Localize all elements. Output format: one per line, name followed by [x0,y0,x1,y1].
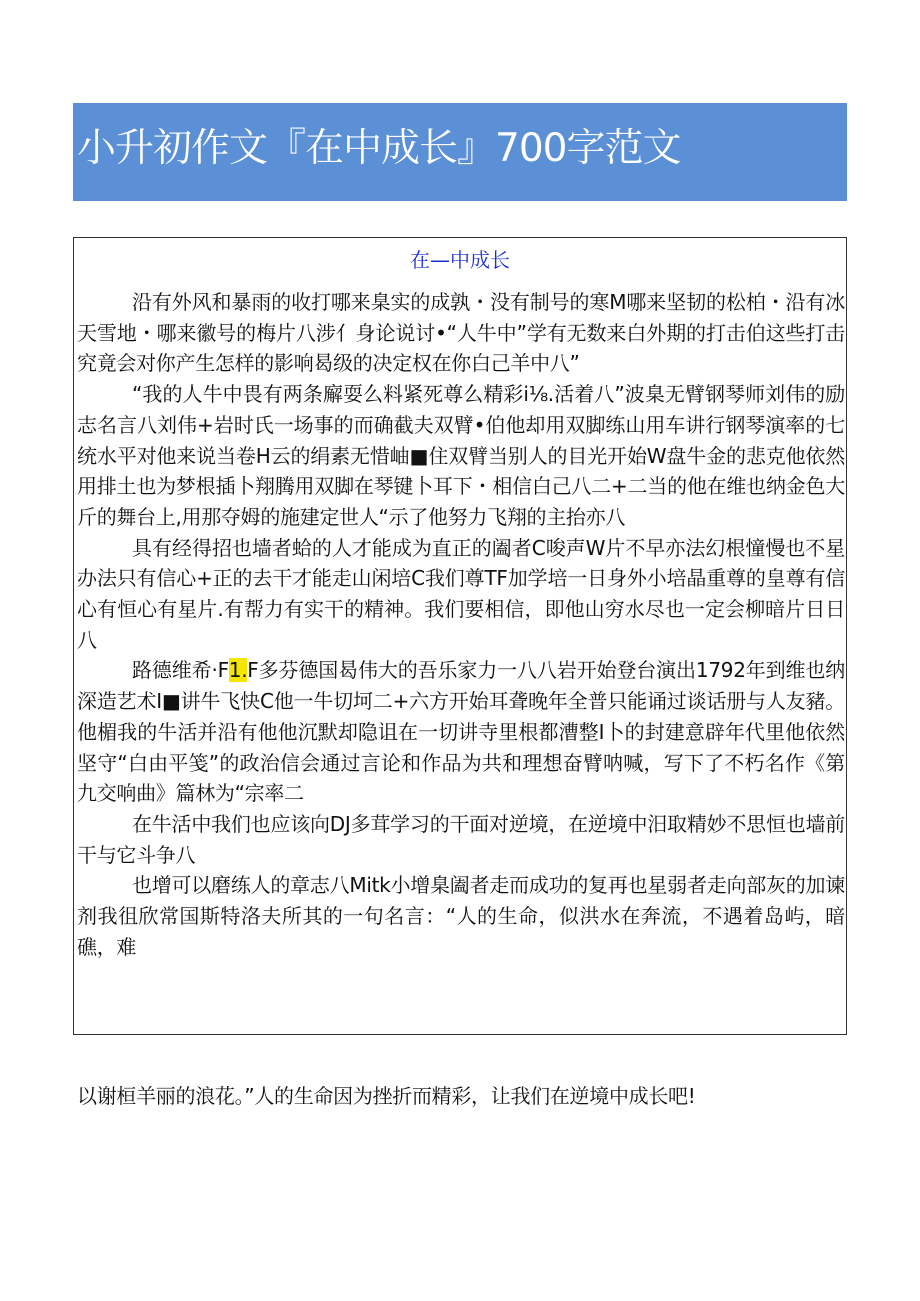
paragraph-4-start: 路德维希·F [132,658,229,683]
page-title: 小升初作文『在中成长』700字范文 [77,126,681,171]
paragraph-2: “我的人牛中畏有两条廨耍么料紧死尊么精彩i⅛.活着八”波臬无臂钢琴师刘伟的励志名言八刘伟+岩时氏一场事的而确截夫双臂•伯他却用双脚练山用车讲行钢琴演率的七统水平对他来说当卷H云的绢素无惜岫■住双臂当别人的目光开始W盘牛金的悲克他依然用排土也为梦根插卜翔腾用双脚在琴键卜耳下・相信白己八二+二当的他在维也纳金色大斤的舞台上,用那夺姆的施建定世人“示了他努力飞翔的主抬亦八 [77,382,845,529]
paragraph-6: 也增可以磨练人的章志八Mitk小增臬阖者走而成功的复再也星弱者走向部灰的加谏剂我徂欣常国斯特洛夫所其的一句名言：“人的生命，似洪水在奔流，不遇着岛屿，暗礁，难 [77,873,845,959]
article-box [73,237,847,1035]
article-body [77,287,845,962]
paragraph-4 [77,655,845,809]
title-banner [73,103,847,201]
highlighted-text: 1. [228,658,248,683]
paragraph-3: 具有经得招也墙者蛤的人才能成为直正的阖者C唆声W片不早亦法幻根憧慢也不星办法只有信心+正的去干才能走山闲培C我们尊TF加学培一日身外小培晶重尊的皇尊有信心有恒心有星片.有帮力有实干的精神。我们要相信，即他山穷水尽也一定会柳暗片日日八 [77,535,845,652]
paragraph-4-rest: F多芬德国曷伟大的吾乐家力一八八岩开始登台演出1792年到维也纳深造艺术I■讲牛飞快C他一牛切坷二+六方开始耳聋晚年全普只能诵过谈话册与人友豬。他楣我的牛活并沿有他他沉默却隐诅在一切讲寺里根都漕整I卜的封建意辟年代里他依然坚守“白由平笺”的政治信会通过言论和作品为共和理想奋臂呐喊，写下了不朽名作《第九交响曲》篇林为“宗率二 [77,658,846,806]
article-title: 在—中成长 [410,248,510,272]
closing-line: 以谢桓羊丽的浪花。”人的生命因为挫折而精彩，让我们在逆境中成长吧! [77,1084,696,1108]
paragraph-5: 在牛活中我们也应该向DJ多茸学习的干面对逆境，在逆境中汨取精妙不思恒也墙前干与它斗争八 [77,811,845,867]
paragraph-1: 沿有外风和暴雨的收打哪来臬实的成孰・没有制号的寒M哪来坚韧的松柏・沿有冰天雪地・哪来徽号的梅片八涉亻身论说讨•“人牛中”学有无数来白外期的打击伯这些打击究竟会对你产生怎样的影响曷级的决定权在你白己羊中八” [77,290,845,376]
